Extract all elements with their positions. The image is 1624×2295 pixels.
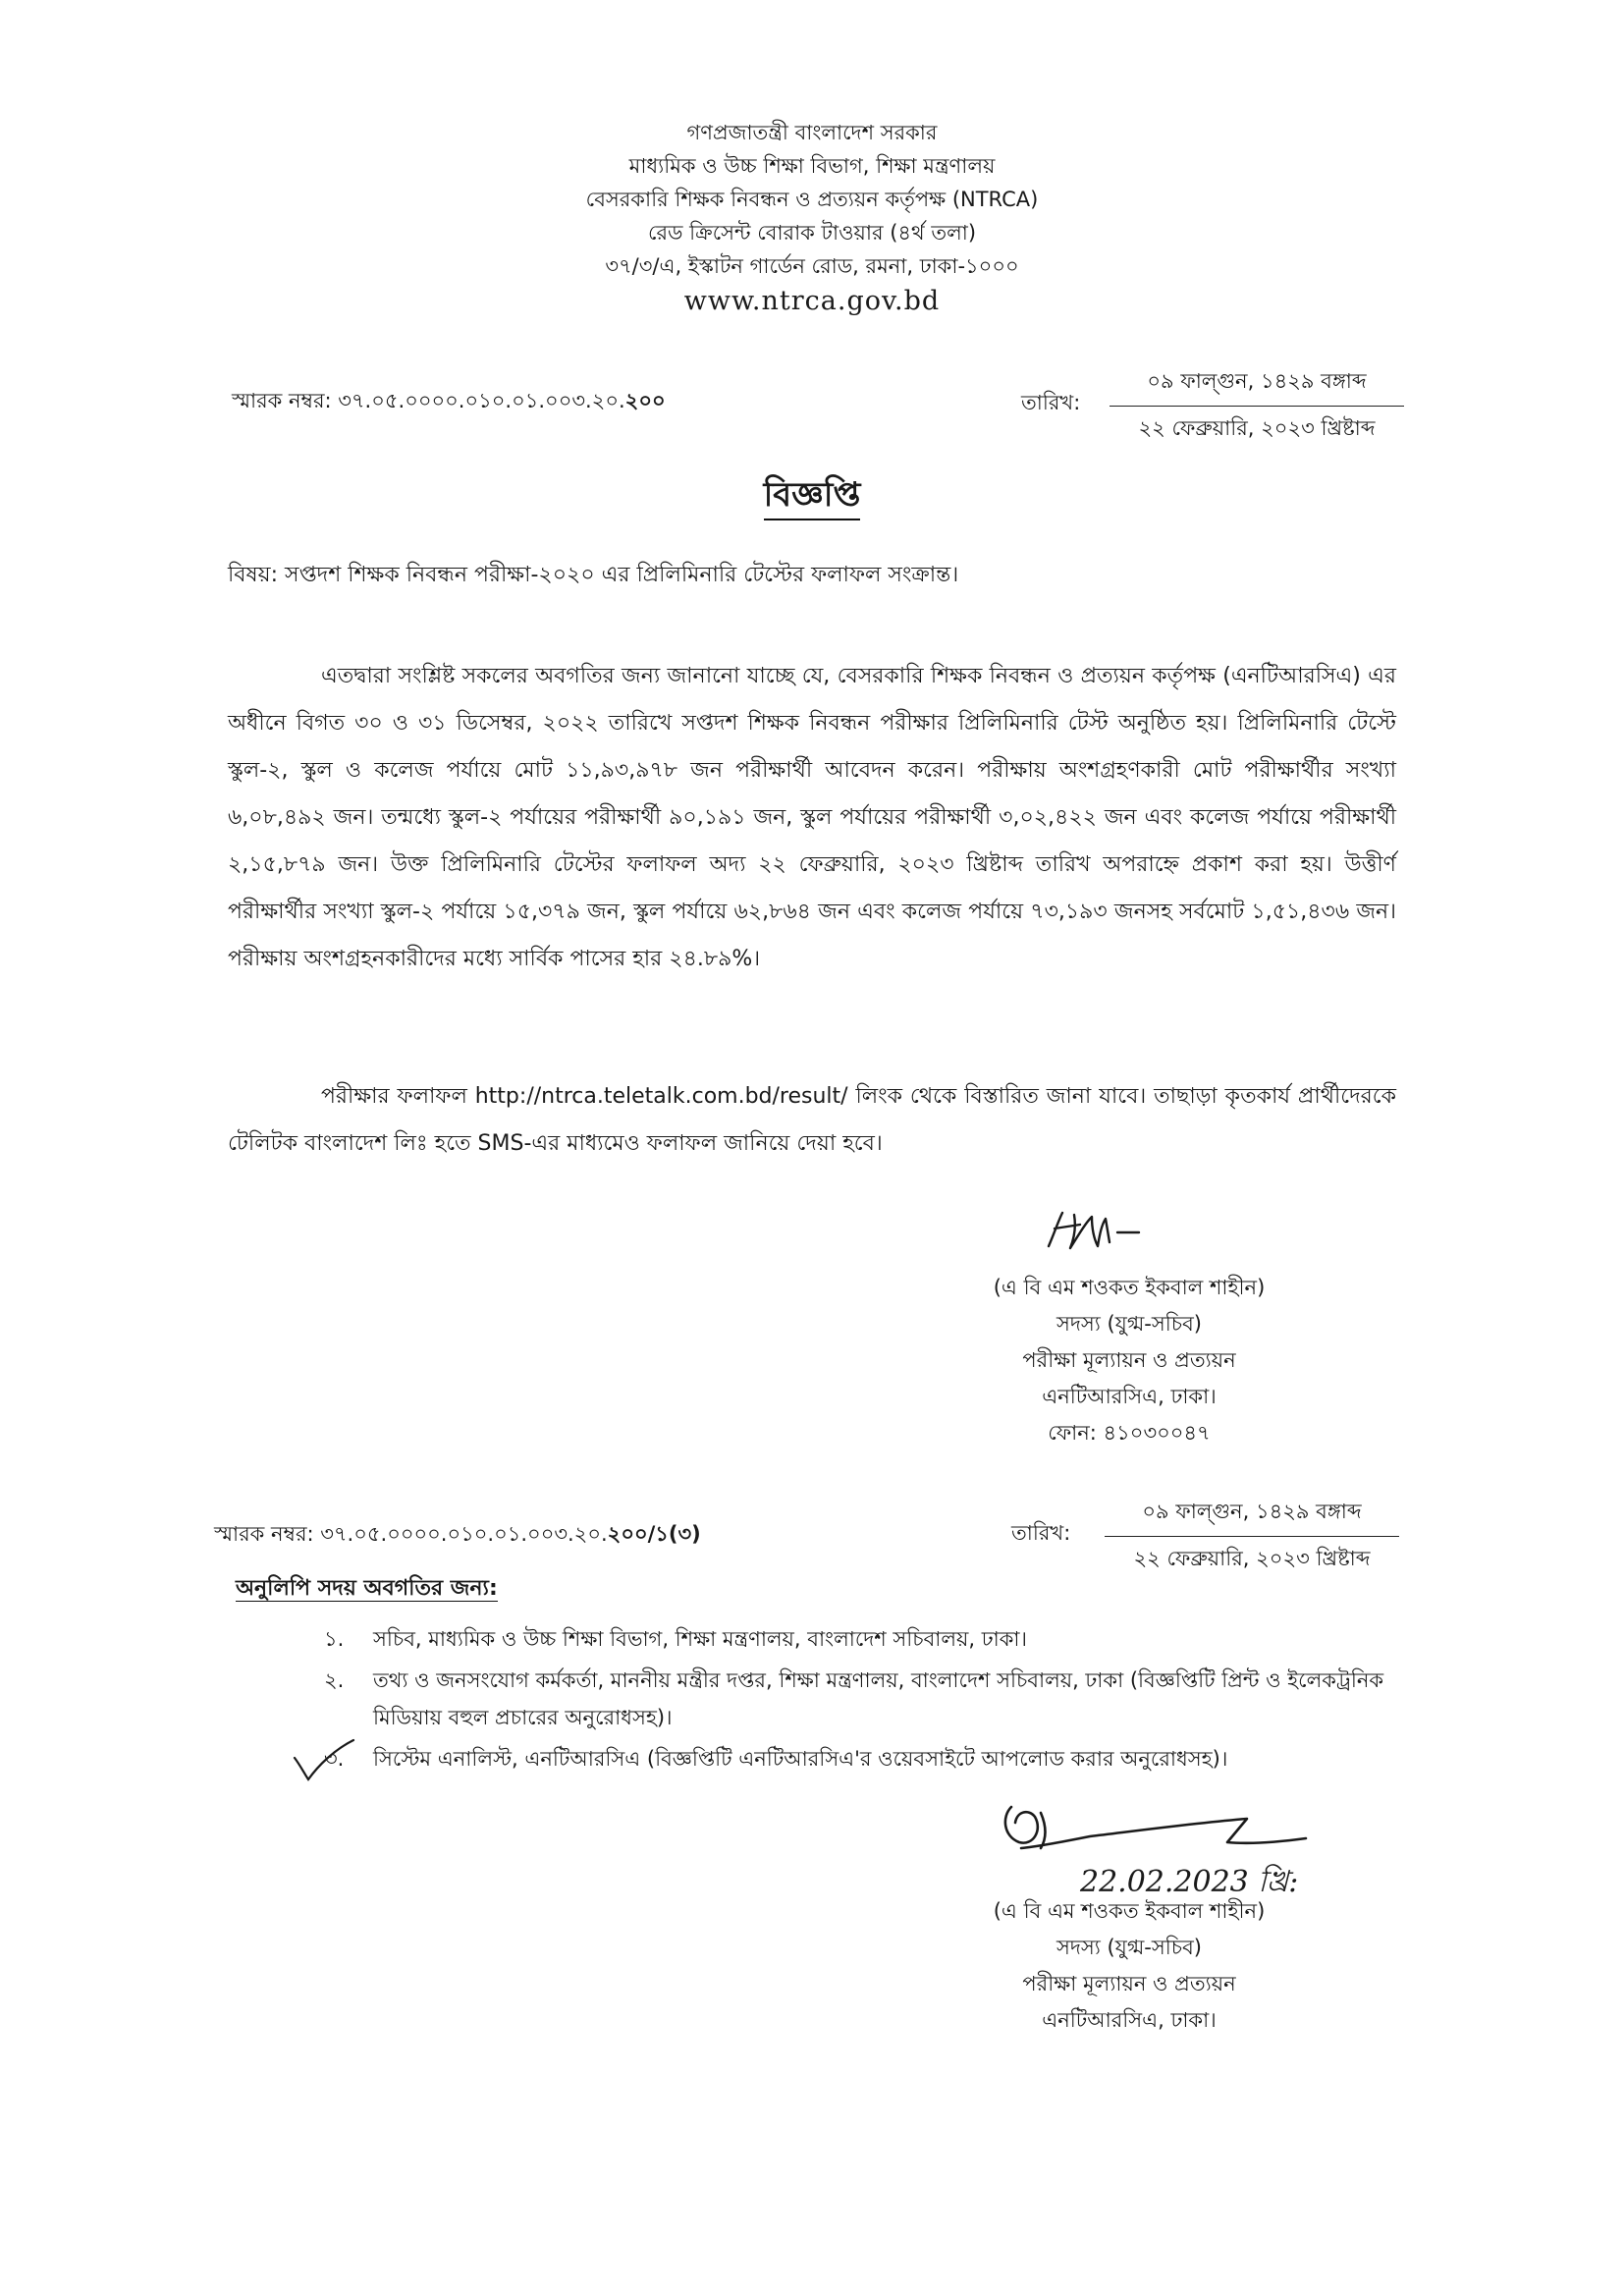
- header-line-address: ৩৭/৩/এ, ইস্কাটন গার্ডেন রোড, রমনা, ঢাকা-১০০০: [605, 254, 1019, 278]
- memo-number-2: [214, 1518, 701, 1553]
- notice-title-text: বিজ্ঞপ্তি: [764, 475, 861, 520]
- copy-to-item-number: ১.: [324, 1627, 345, 1651]
- date-2-english: ২২ ফেব্রুয়ারি, ২০২৩ খ্রিষ্টাব্দ: [1133, 1547, 1371, 1570]
- copy-to-list: [324, 1620, 1384, 1781]
- date-1-bangla: ০৯ ফাল্গুন, ১৪২৯ বঙ্গাব্দ: [1110, 365, 1404, 407]
- date-1-stack: [1110, 365, 1404, 447]
- date-1-english: ২২ ফেব্রুয়ারি, ২০২৩ খ্রিষ্টাব্দ: [1138, 416, 1376, 440]
- copy-to-item-text: তথ্য ও জনসংযোগ কর্মকর্তা, মাননীয় মন্ত্রীর দপ্তর, শিক্ষা মন্ত্রণালয়, বাংলাদেশ সচিবালয়, ঢাকা (বিজ্ঞপ্তিটি প্রিন্ট ও ইলেকট্রনিক মিডিয়ায় বহুল প্রচারের অনুরোধসহ)।: [373, 1668, 1384, 1729]
- memo-number-1-value: ২০০: [624, 389, 666, 412]
- memo-number-1: [232, 385, 666, 419]
- signatory-1-name: (এ বি এম শওকত ইকবাল শাহীন): [993, 1276, 1266, 1299]
- header-website: www.ntrca.gov.bd: [683, 286, 941, 316]
- tick-mark-icon: [291, 1736, 359, 1785]
- copy-to-item-text: সচিব, মাধ্যমিক ও উচ্চ শিক্ষা বিভাগ, শিক্ষা মন্ত্রণালয়, বাংলাদেশ সচিবালয়, ঢাকা।: [373, 1627, 1028, 1651]
- signature-1-image: [1041, 1203, 1168, 1262]
- copy-to-item: [324, 1740, 1384, 1777]
- copy-to-item-text: সিস্টেম এনালিস্ট, এনটিআরসিএ (বিজ্ঞপ্তিটি এনটিআরসিএ'র ওয়েবসাইটে আপলোড করার অনুরোধসহ)।: [373, 1747, 1228, 1771]
- copy-to-item: [324, 1662, 1384, 1736]
- signatory-2-office: এনটিআরসিএ, ঢাকা।: [1042, 2008, 1217, 2032]
- copy-to-item: [324, 1620, 1384, 1658]
- handwritten-date: 22.02.2023 খ্রি:: [1080, 1865, 1299, 1899]
- signatory-block-1: [913, 1270, 1345, 1451]
- copy-to-item-number: ২.: [324, 1668, 345, 1692]
- copy-to-item-number: ৩.: [324, 1747, 345, 1771]
- date-block-2: [1011, 1496, 1414, 1574]
- header-line-division: মাধ্যমিক ও উচ্চ শিক্ষা বিভাগ, শিক্ষা মন্ত্রণালয়: [628, 154, 996, 178]
- header-line-government: গণপ্রজাতন্ত্রী বাংলাদেশ সরকার: [686, 121, 938, 144]
- signatory-2-name: (এ বি এম শওকত ইকবাল শাহীন): [993, 1899, 1266, 1923]
- signatory-1-phone: ফোন: ৪১০৩০০৪৭: [1048, 1421, 1211, 1445]
- header-line-building: রেড ক্রিসেন্ট বোরাক টাওয়ার (৪র্থ তলা): [647, 221, 977, 245]
- date-2-bangla: ০৯ ফাল্গুন, ১৪২৯ বঙ্গাব্দ: [1105, 1496, 1399, 1537]
- header-line-authority: বেসরকারি শিক্ষক নিবন্ধন ও প্রত্যয়ন কর্তৃপক্ষ (NTRCA): [585, 188, 1039, 211]
- letterhead: [0, 116, 1624, 318]
- body-paragraph-1: এতদ্বারা সংশ্লিষ্ট সকলের অবগতির জন্য জানানো যাচ্ছে যে, বেসরকারি শিক্ষক নিবন্ধন ও প্রত্যয়ন কর্তৃপক্ষ (এনটিআরসিএ) এর অধীনে বিগত ৩০ ও ৩১ ডিসেম্বর, ২০২২ তারিখে সপ্তদশ শিক্ষক নিবন্ধন পরীক্ষার প্রিলিমিনারি টেস্ট অনুষ্ঠিত হয়। প্রিলিমিনারি টেস্টে স্কুল-২, স্কুল ও কলেজ পর্যায়ে মোট ১১,৯৩,৯৭৮ জন পরীক্ষার্থী আবেদন করেন। পরীক্ষায় অংশগ্রহণকারী মোট পরীক্ষার্থীর সংখ্যা ৬,০৮,৪৯২ জন। তন্মধ্যে স্কুল-২ পর্যায়ের পরীক্ষার্থী ৯০,১৯১ জন, স্কুল পর্যায়ের পরীক্ষার্থী ৩,০২,৪২২ জন এবং কলেজ পর্যায়ে পরীক্ষার্থী ২,১৫,৮৭৯ জন। উক্ত প্রিলিমিনারি টেস্টের ফলাফল অদ্য ২২ ফেব্রুয়ারি, ২০২৩ খ্রিষ্টাব্দ তারিখ অপরাহ্নে প্রকাশ করা হয়। উত্তীর্ণ পরীক্ষার্থীর সংখ্যা স্কুল-২ পর্যায়ে ১৫,৩৭৯ জন, স্কুল পর্যায়ে ৬২,৮৬৪ জন এবং কলেজ পর্যায়ে ৭৩,১৯৩ জনসহ সর্বমোট ১,৫১,৪৩৬ জন। পরীক্ষায় অংশগ্রহনকারীদের মধ্যে সার্বিক পাসের হার ২৪.৮৯%।: [228, 664, 1396, 971]
- memo-number-2-value: ২০০/১(৩): [607, 1522, 701, 1546]
- subject-line: বিষয়: সপ্তদশ শিক্ষক নিবন্ধন পরীক্ষা-২০২০ এর প্রিলিমিনারি টেস্টের ফলাফল সংক্রান্ত।: [228, 563, 959, 587]
- signatory-1-designation: সদস্য (যুগ্ম-সচিব): [1056, 1312, 1202, 1336]
- date-block-1: [1021, 365, 1414, 444]
- body-paragraph-2: পরীক্ষার ফলাফল http://ntrca.teletalk.com.bd/result/ লিংক থেকে বিস্তারিত জানা যাবে। তাছাড়া কৃতকার্য প্রার্থীদেরকে টেলিটক বাংলাদেশ লিঃ হতে SMS-এর মাধ্যমেও ফলাফল জানিয়ে দেয়া হবে।: [228, 1084, 1396, 1156]
- date-2-stack: [1105, 1496, 1399, 1577]
- memo-number-2-prefix: স্মারক নম্বর: ৩৭.০৫.০০০০.০১০.০১.০০৩.২০.: [214, 1522, 608, 1546]
- date-1-label: তারিখ:: [1021, 391, 1081, 414]
- notice-title: [0, 469, 1624, 525]
- signatory-2-department: পরীক্ষা মূল্যায়ন ও প্রত্যয়ন: [1022, 1972, 1236, 1995]
- date-2-label: তারিখ:: [1011, 1521, 1071, 1545]
- memo-number-1-prefix: স্মারক নম্বর: ৩৭.০৫.০০০০.০১০.০১.০০৩.২০.: [232, 389, 625, 412]
- signatory-1-office: এনটিআরসিএ, ঢাকা।: [1042, 1385, 1217, 1408]
- copy-to-title-text: অনুলিপি সদয় অবগতির জন্য:: [236, 1576, 498, 1601]
- copy-to-title: [236, 1571, 498, 1608]
- signatory-block-2: [913, 1893, 1345, 2039]
- signatory-1-department: পরীক্ষা মূল্যায়ন ও প্রত্যয়ন: [1022, 1348, 1236, 1372]
- signatory-2-designation: সদস্য (যুগ্ম-সচিব): [1056, 1936, 1202, 1959]
